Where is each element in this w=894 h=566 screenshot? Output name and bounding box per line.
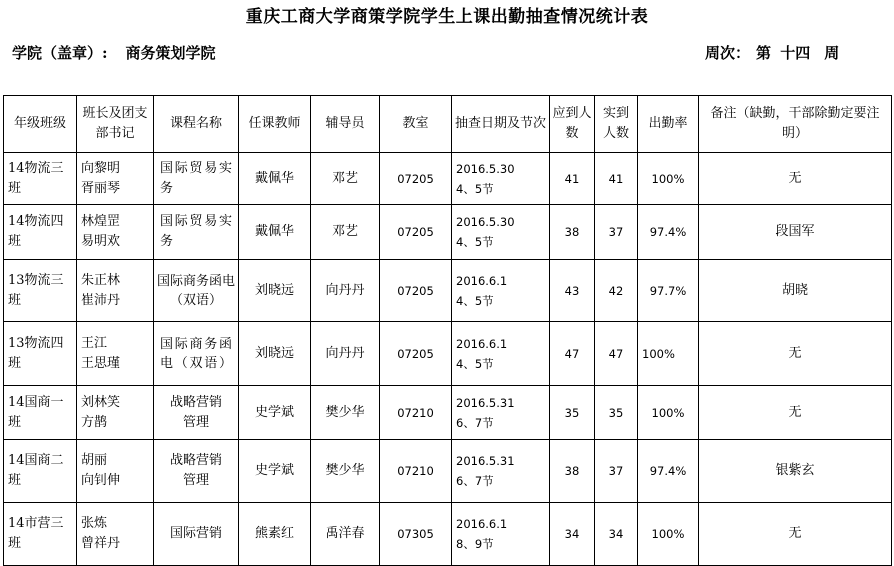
check-date: 2016.5.30 [456,215,515,229]
header-actual: 实到人数 [595,96,638,153]
actual-cell: 37 [595,205,638,260]
rate-cell: 100% [638,322,699,386]
week-label: 周次： [705,44,751,62]
course-cell: 国际贸易实务 [154,153,239,205]
rate-cell: 97.4% [638,440,699,503]
rate-cell: 100% [638,386,699,440]
header-class: 年级班级 [4,96,77,153]
table-row [4,440,892,503]
leaders-cell [77,440,154,503]
date-cell [452,440,550,503]
course-cell: 战略营销管理 [154,440,239,503]
room-cell: 07205 [380,153,452,205]
monitor-name: 朱正林 [81,272,121,288]
college-line [12,42,216,63]
counselor-cell: 樊少华 [311,386,380,440]
leaders-cell [77,322,154,386]
course-cell: 战略营销管理 [154,386,239,440]
class-cell: 14物流三班 [4,153,77,205]
actual-cell: 37 [595,440,638,503]
check-period: 4、5节 [456,356,494,371]
week-unit: 周 [824,44,840,62]
table-row [4,260,892,322]
header-rate: 出勤率 [638,96,699,153]
date-cell [452,386,550,440]
secretary-name: 王思瑾 [81,355,121,371]
college-label: 学院（盖章）: [12,44,108,62]
actual-cell: 34 [595,503,638,566]
check-period: 6、7节 [456,474,494,488]
check-date: 2016.5.30 [456,161,515,176]
table-row [4,386,892,440]
check-period: 4、5节 [456,293,494,308]
week-line [705,42,839,63]
class-cell: 13物流三班 [4,260,77,322]
header-expected: 应到人数 [550,96,595,153]
rate-cell: 100% [638,153,699,205]
expected-cell: 38 [550,440,595,503]
secretary-name: 向钊伸 [81,473,121,488]
rate-cell: 97.7% [638,260,699,322]
monitor-name: 王江 [81,335,108,351]
leaders-cell [77,153,154,205]
check-period: 4、5节 [456,235,494,249]
check-date: 2016.5.31 [456,454,515,468]
teacher-cell: 熊素红 [239,503,311,566]
room-cell: 07210 [380,386,452,440]
date-cell [452,153,550,205]
monitor-name: 向黎明 [81,160,121,176]
class-cell: 14物流四班 [4,205,77,260]
room-cell: 07210 [380,440,452,503]
date-cell [452,322,550,386]
header-counselor: 辅导员 [311,96,380,153]
monitor-name: 胡丽 [81,453,108,468]
class-cell: 14国商一班 [4,386,77,440]
course-cell: 国际商务函电（双语） [154,322,239,386]
remarks-cell: 无 [699,153,892,205]
header-course: 课程名称 [154,96,239,153]
room-cell: 07205 [380,260,452,322]
check-period: 4、5节 [456,181,494,196]
course-cell: 国际商务函电（双语） [154,260,239,322]
check-date: 2016.5.31 [456,395,515,410]
room-cell: 07305 [380,503,452,566]
date-cell [452,503,550,566]
actual-cell: 42 [595,260,638,322]
counselor-cell: 樊少华 [311,440,380,503]
counselor-cell: 向丹丹 [311,260,380,322]
check-date: 2016.6.1 [456,336,508,351]
leaders-cell [77,503,154,566]
attendance-table [3,95,892,566]
remarks-cell: 胡晓 [699,260,892,322]
check-date: 2016.6.1 [456,273,508,288]
secretary-name: 崔沛丹 [81,292,121,308]
header-row [4,96,892,153]
remarks-cell: 无 [699,322,892,386]
teacher-cell: 刘晓远 [239,322,311,386]
actual-cell: 35 [595,386,638,440]
monitor-name: 刘林笑 [81,394,121,410]
room-cell: 07205 [380,205,452,260]
rate-cell: 97.4% [638,205,699,260]
date-cell [452,205,550,260]
remarks-cell: 无 [699,503,892,566]
counselor-cell: 向丹丹 [311,322,380,386]
leaders-cell [77,260,154,322]
teacher-cell: 刘晓远 [239,260,311,322]
course-cell: 国际贸易实务 [154,205,239,260]
college-name: 商务策划学院 [125,44,216,62]
actual-cell: 41 [595,153,638,205]
header-remarks: 备注（缺勤，干部除勤定要注明） [699,96,892,153]
table-row [4,503,892,566]
remarks-cell: 无 [699,386,892,440]
header-teacher: 任课教师 [239,96,311,153]
secretary-name: 曾祥丹 [81,536,121,551]
rate-cell: 100% [638,503,699,566]
counselor-cell: 禹洋春 [311,503,380,566]
header-date: 抽查日期及节次 [452,96,550,153]
expected-cell: 41 [550,153,595,205]
secretary-name: 方鹊 [81,414,108,430]
leaders-cell [77,386,154,440]
check-date: 2016.6.1 [456,517,508,531]
expected-cell: 34 [550,503,595,566]
table-row [4,322,892,386]
secretary-name: 胥丽琴 [81,180,121,196]
secretary-name: 易明欢 [81,234,121,249]
counselor-cell: 邓艺 [311,153,380,205]
check-period: 6、7节 [456,415,494,430]
table-row [4,153,892,205]
monitor-name: 林煌罡 [81,214,121,229]
expected-cell: 43 [550,260,595,322]
week-value: 第 十四 [756,44,811,62]
header-leaders: 班长及团支部书记 [77,96,154,153]
teacher-cell: 戴佩华 [239,153,311,205]
remarks-cell: 银紫玄 [699,440,892,503]
table-row [4,205,892,260]
header-room: 教室 [380,96,452,153]
leaders-cell [77,205,154,260]
course-cell: 国际营销 [154,503,239,566]
class-cell: 13物流四班 [4,322,77,386]
class-cell: 14市营三班 [4,503,77,566]
monitor-name: 张炼 [81,516,108,531]
teacher-cell: 史学斌 [239,386,311,440]
expected-cell: 47 [550,322,595,386]
class-cell: 14国商二班 [4,440,77,503]
date-cell [452,260,550,322]
page-title: 重庆工商大学商策学院学生上课出勤抽查情况统计表 [245,7,649,27]
room-cell: 07205 [380,322,452,386]
expected-cell: 35 [550,386,595,440]
counselor-cell: 邓艺 [311,205,380,260]
remarks-cell: 段国军 [699,205,892,260]
teacher-cell: 史学斌 [239,440,311,503]
expected-cell: 38 [550,205,595,260]
teacher-cell: 戴佩华 [239,205,311,260]
actual-cell: 47 [595,322,638,386]
check-period: 8、9节 [456,537,494,551]
